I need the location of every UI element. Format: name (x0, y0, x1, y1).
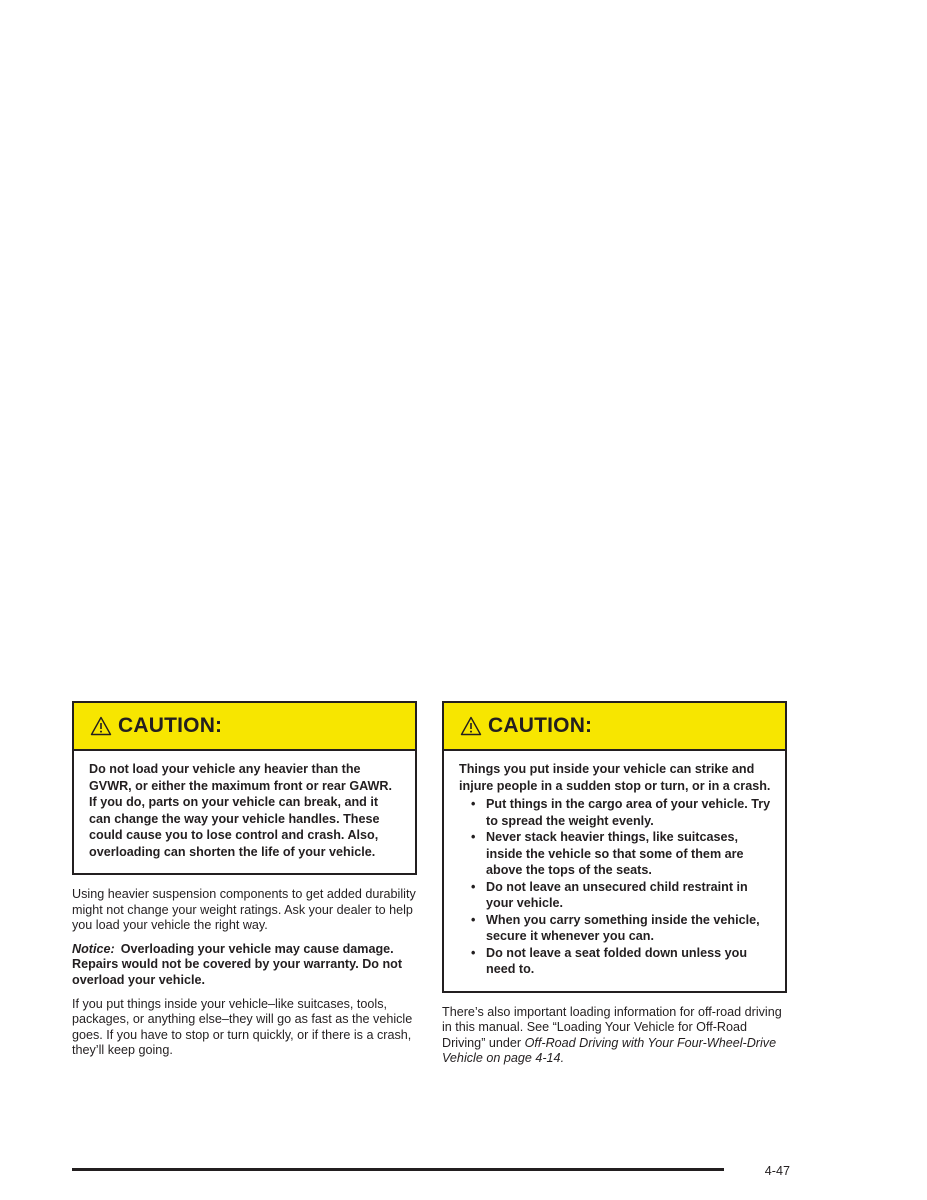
caution-body (74, 751, 415, 873)
bullet-item: • Do not leave a seat folded down unless you need to. (471, 945, 748, 976)
bullet-dot-icon: • (471, 912, 476, 927)
body-paragraph: If you put things inside your vehicle–like suitcases, tools, packages, or anything else–they will go as fast as the vehicle goes. If you have to stop or turn quickly, or if there is a crash, they’ll keep going. (72, 996, 413, 1058)
caution-title: CAUTION: (488, 714, 593, 737)
caution-body (444, 751, 785, 991)
warning-triangle-icon (460, 716, 482, 736)
bullet-item: • Never stack heavier things, like suitcases, inside the vehicle so that some of them are above the tops of the seats. (471, 830, 744, 877)
bullet-dot-icon: • (471, 830, 476, 844)
notice-paragraph (72, 942, 417, 989)
body-paragraph: Using heavier suspension components to get added durability might not change your weight ratings. Ask your dealer to help you load your vehicle the right way. (72, 887, 416, 933)
caution-intro: Things you put inside your vehicle can strike and injure people in a sudden stop or turn, or in a crash. (459, 762, 771, 793)
bullet-item: • When you carry something inside the vehicle, secure it whenever you can. (471, 912, 760, 943)
caution-title: CAUTION: (118, 714, 223, 737)
notice-label: Notice: (72, 941, 115, 956)
notice-text: Overloading your vehicle may cause damage. Repairs would not be covered by your warranty. Do not overload your vehicle. (72, 941, 403, 987)
body-paragraph: There’s also important loading information for off-road driving in this manual. See “Loading Your Vehicle for Off-Road Driving” under Off-Road Driving with Your Four-Wheel-Drive Vehicle on page 4-14. (442, 1004, 782, 1066)
warning-triangle-icon (90, 716, 112, 736)
cross-reference: Off-Road Driving with Your Four-Wheel-Drive Vehicle on page 4-14. (442, 1035, 777, 1066)
caution-header (444, 703, 785, 751)
caution-bullet-list (459, 796, 771, 978)
left-column (72, 701, 417, 1067)
bullet-dot-icon: • (471, 879, 476, 894)
right-column (442, 701, 787, 1075)
caution-header (74, 703, 415, 751)
caution-box (442, 701, 787, 993)
bullet-dot-icon: • (471, 945, 476, 960)
caution-box (72, 701, 417, 875)
caution-text: Do not load your vehicle any heavier than the GVWR, or either the maximum front or rear GAWR. If you do, parts on your vehicle can break, and it can change the way your vehicle handles. These could cause you to lose control and crash. Also, overloading can shorten the life of your vehicle. (89, 762, 392, 859)
bullet-item: • Put things in the cargo area of your vehicle. Try to spread the weight evenly. (471, 797, 771, 828)
bullet-dot-icon: • (471, 797, 476, 811)
page-number: 4-47 (764, 1164, 790, 1178)
bullet-item: • Do not leave an unsecured child restraint in your vehicle. (471, 879, 748, 910)
footer-rule (72, 1168, 724, 1171)
